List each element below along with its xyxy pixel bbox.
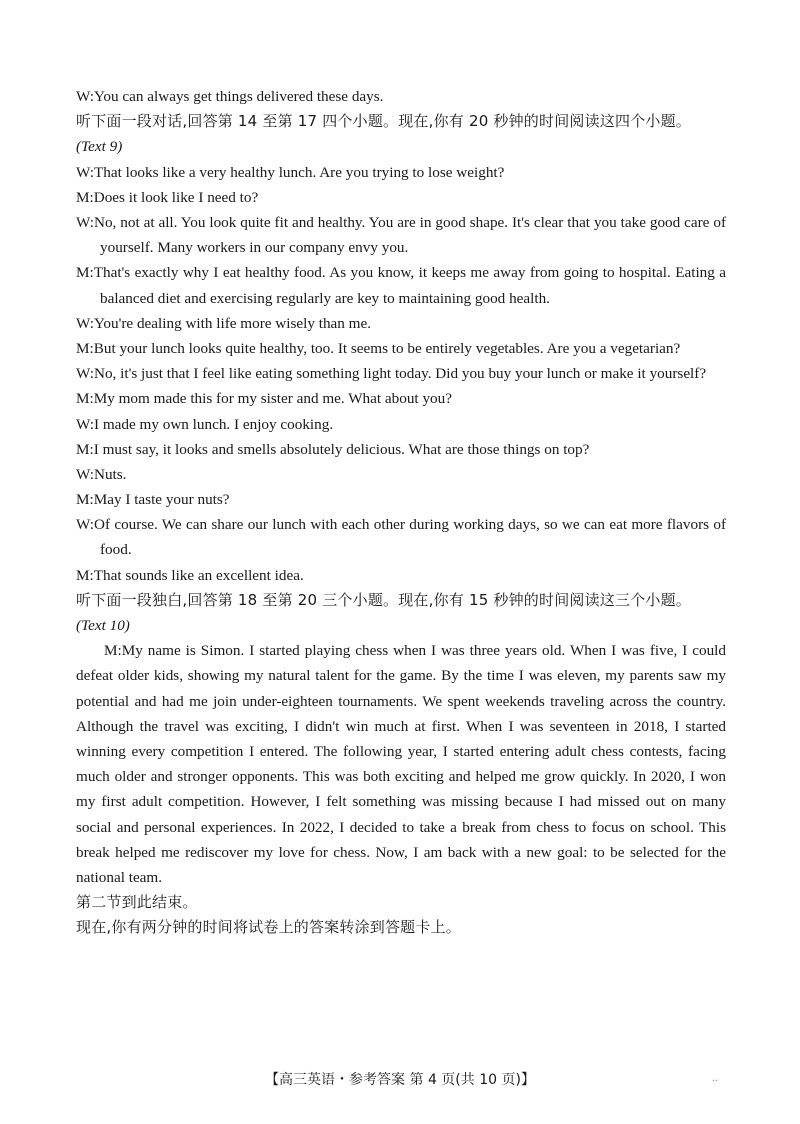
- monologue-paragraph: M:My name is Simon. I started playing chess when I was three years old. When I was five, I could defeat older kids, showing my natural talent for the game. By the time I was eleven, my parents saw my potential and had me join under-eighteen tournaments. We spent weekends traveling across the country. Although the travel was exciting, I didn't win much at first. When I was seventeen in 2018, I started winning every competition I entered. The following year, I started entering adult chess contests, facing much older and stronger opponents. This was both exciting and helped me grow quickly. In 2020, I won my first adult competition. However, I felt something was missing because I had missed out on many social and personal experiences. In 2022, I decided to take a break from chess to focus on school. This break helped me rediscover my love for chess. Now, I am back with a new goal: to be selected for the national team.: [76, 642, 726, 887]
- dialogue-line: W:Of course. We can share our lunch with each other during working days, so we can eat more flavors of food.: [76, 516, 726, 559]
- dialogue-line: W:No, it's just that I feel like eating something light today. Did you buy your lunch or make it yourself?: [76, 365, 707, 383]
- dialogue-line: M:My mom made this for my sister and me. What about you?: [76, 390, 452, 408]
- section-label-text-9: (Text 9): [76, 138, 123, 156]
- instruction-text: 听下面一段独白,回答第 18 至第 20 三个小题。现在,你有 15 秒钟的时间阅读这三个小题。: [76, 590, 692, 609]
- section-label-text-10: (Text 10): [76, 617, 130, 635]
- dialogue-line: W:You can always get things delivered these days.: [76, 88, 384, 105]
- section-end-text: 第二节到此结束。: [76, 893, 198, 912]
- dialogue-line: W:No, not at all. You look quite fit and healthy. You are in good shape. It's clear that you take good care of yourself. Many workers in our company envy you.: [76, 213, 726, 257]
- transfer-answers-text: 现在,你有两分钟的时间将试卷上的答案转涂到答题卡上。: [76, 918, 461, 937]
- dialogue-line: M:Does it look like I need to?: [76, 188, 259, 206]
- dialogue-line: M:But your lunch looks quite healthy, too. It seems to be entirely vegetables. Are you a vegetarian?: [76, 339, 681, 357]
- dialogue-line: M:May I taste your nuts?: [76, 491, 230, 509]
- dialogue-line: M:That's exactly why I eat healthy food. As you know, it keeps me away from going to hospital. Eating a balanced diet and exercising regularly are key to maintaining good health.: [76, 264, 726, 307]
- footer-mark: ..: [712, 1070, 718, 1084]
- dialogue-line: W:I made my own lunch. I enjoy cooking.: [76, 415, 334, 433]
- dialogue-line: M:That sounds like an excellent idea.: [76, 566, 304, 584]
- dialogue-line: W:That looks like a very healthy lunch. Are you trying to lose weight?: [76, 163, 505, 181]
- dialogue-line: W:You're dealing with life more wisely than me.: [76, 314, 372, 332]
- instruction-text: 听下面一段对话,回答第 14 至第 17 四个小题。现在,你有 20 秒钟的时间阅读这四个小题。: [76, 112, 692, 131]
- dialogue-line: W:Nuts.: [76, 465, 127, 483]
- page-content: [76, 84, 726, 941]
- page-footer: 【高三英语・参考答案 第 4 页(共 10 页)】: [265, 1072, 535, 1088]
- dialogue-line: M:I must say, it looks and smells absolutely delicious. What are those things on top?: [76, 440, 590, 458]
